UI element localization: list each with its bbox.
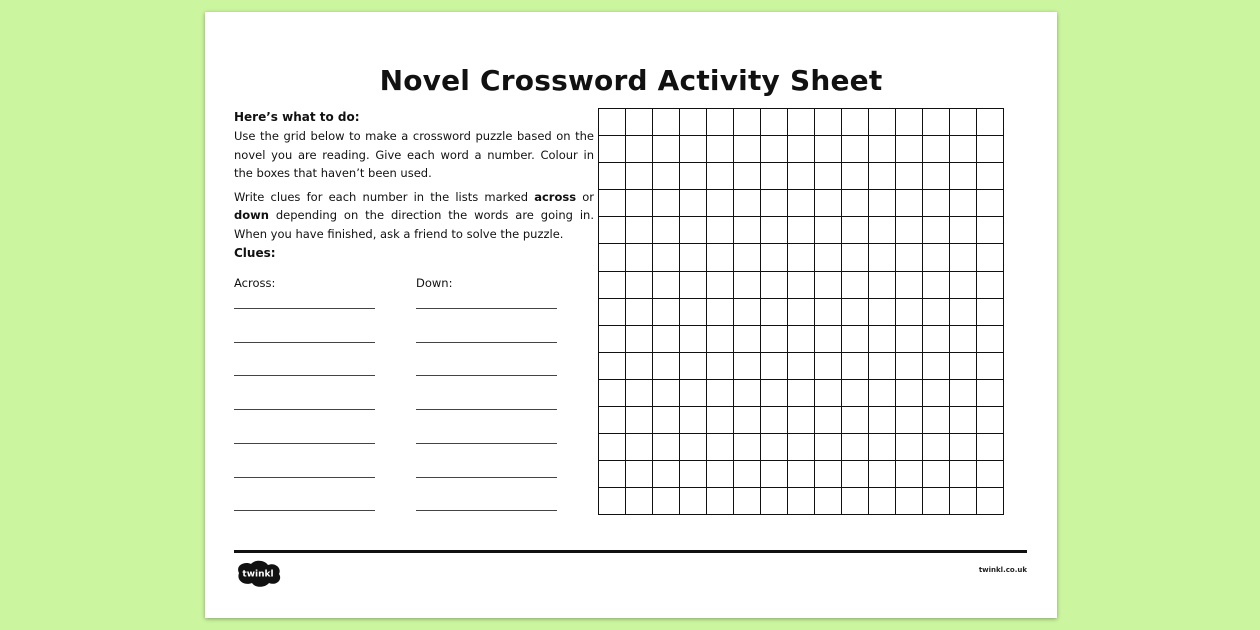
grid-cell[interactable] <box>599 352 626 379</box>
grid-cell[interactable] <box>977 271 1004 298</box>
grid-cell[interactable] <box>680 136 707 163</box>
logo-text: twinkl <box>242 569 274 580</box>
grid-cell[interactable] <box>680 298 707 325</box>
grid-cell[interactable] <box>869 217 896 244</box>
twinkl-logo-icon <box>233 559 283 587</box>
crossword-grid[interactable] <box>598 108 1004 515</box>
grid-cell[interactable] <box>950 325 977 352</box>
grid-cell[interactable] <box>896 407 923 434</box>
grid-cell[interactable] <box>950 217 977 244</box>
grid-cell[interactable] <box>950 190 977 217</box>
grid-cell[interactable] <box>923 271 950 298</box>
grid-cell[interactable] <box>626 298 653 325</box>
grid-cell[interactable] <box>977 136 1004 163</box>
instructions-paragraph-1: Use the grid below to make a crossword puzzle based on the novel you are reading. Give each word a number. Colour in the boxes that haven’t been used. <box>234 129 594 180</box>
instructions-paragraph-2 <box>234 188 594 244</box>
grid-cell[interactable] <box>950 407 977 434</box>
grid-cell[interactable] <box>896 461 923 488</box>
grid-cell[interactable] <box>842 244 869 271</box>
grid-cell[interactable] <box>707 379 734 406</box>
down-clue-line[interactable] <box>416 477 557 478</box>
grid-cell[interactable] <box>653 407 680 434</box>
grid-cell[interactable] <box>707 352 734 379</box>
grid-row <box>599 407 1004 434</box>
grid-cell[interactable] <box>869 488 896 515</box>
grid-cell[interactable] <box>626 136 653 163</box>
grid-cell[interactable] <box>923 244 950 271</box>
grid-cell[interactable] <box>680 244 707 271</box>
grid-cell[interactable] <box>923 352 950 379</box>
down-label: Down: <box>416 276 453 290</box>
grid-cell[interactable] <box>707 109 734 136</box>
across-clue-line[interactable] <box>234 510 375 511</box>
grid-cell[interactable] <box>842 217 869 244</box>
grid-cell[interactable] <box>653 271 680 298</box>
grid-cell[interactable] <box>761 190 788 217</box>
grid-cell[interactable] <box>788 325 815 352</box>
grid-cell[interactable] <box>950 461 977 488</box>
grid-cell[interactable] <box>896 136 923 163</box>
down-clue-line[interactable] <box>416 443 557 444</box>
grid-cell[interactable] <box>788 244 815 271</box>
grid-cell[interactable] <box>869 325 896 352</box>
grid-cell[interactable] <box>815 352 842 379</box>
grid-cell[interactable] <box>842 325 869 352</box>
grid-cell[interactable] <box>869 298 896 325</box>
grid-cell[interactable] <box>869 379 896 406</box>
grid-cell[interactable] <box>842 298 869 325</box>
grid-cell[interactable] <box>977 163 1004 190</box>
grid-row <box>599 136 1004 163</box>
grid-cell[interactable] <box>599 244 626 271</box>
grid-cell[interactable] <box>599 217 626 244</box>
grid-cell[interactable] <box>950 298 977 325</box>
grid-cell[interactable] <box>653 461 680 488</box>
grid-cell[interactable] <box>815 109 842 136</box>
grid-cell[interactable] <box>923 136 950 163</box>
grid-cell[interactable] <box>815 379 842 406</box>
grid-cell[interactable] <box>788 379 815 406</box>
grid-cell[interactable] <box>734 461 761 488</box>
grid-cell[interactable] <box>896 325 923 352</box>
grid-cell[interactable] <box>707 190 734 217</box>
grid-cell[interactable] <box>977 407 1004 434</box>
grid-cell[interactable] <box>815 407 842 434</box>
grid-row <box>599 488 1004 515</box>
grid-cell[interactable] <box>842 434 869 461</box>
grid-cell[interactable] <box>653 352 680 379</box>
grid-cell[interactable] <box>923 298 950 325</box>
grid-cell[interactable] <box>626 352 653 379</box>
grid-cell[interactable] <box>950 109 977 136</box>
across-clue-line[interactable] <box>234 375 375 376</box>
grid-cell[interactable] <box>734 325 761 352</box>
grid-cell[interactable] <box>815 461 842 488</box>
grid-cell[interactable] <box>734 244 761 271</box>
grid-cell[interactable] <box>626 190 653 217</box>
page-title: Novel Crossword Activity Sheet <box>379 64 883 97</box>
grid-cell[interactable] <box>788 352 815 379</box>
grid-cell[interactable] <box>977 325 1004 352</box>
grid-cell[interactable] <box>869 461 896 488</box>
grid-cell[interactable] <box>626 379 653 406</box>
instructions-text: Write clues for each number in the lists marked <box>234 189 535 204</box>
grid-row <box>599 461 1004 488</box>
grid-cell[interactable] <box>761 325 788 352</box>
grid-cell[interactable] <box>977 488 1004 515</box>
grid-cell[interactable] <box>599 271 626 298</box>
across-label: Across: <box>234 276 276 290</box>
grid-cell[interactable] <box>680 217 707 244</box>
grid-cell[interactable] <box>842 163 869 190</box>
grid-cell[interactable] <box>788 434 815 461</box>
grid-cell[interactable] <box>842 461 869 488</box>
grid-cell[interactable] <box>626 434 653 461</box>
grid-cell[interactable] <box>707 461 734 488</box>
grid-cell[interactable] <box>869 136 896 163</box>
grid-cell[interactable] <box>788 190 815 217</box>
grid-cell[interactable] <box>788 271 815 298</box>
grid-cell[interactable] <box>923 163 950 190</box>
grid-row <box>599 244 1004 271</box>
grid-cell[interactable] <box>653 109 680 136</box>
grid-row <box>599 190 1004 217</box>
grid-cell[interactable] <box>950 136 977 163</box>
grid-cell[interactable] <box>842 352 869 379</box>
grid-cell[interactable] <box>977 190 1004 217</box>
grid-cell[interactable] <box>734 163 761 190</box>
grid-cell[interactable] <box>707 488 734 515</box>
grid-cell[interactable] <box>626 461 653 488</box>
grid-cell[interactable] <box>815 434 842 461</box>
grid-cell[interactable] <box>977 244 1004 271</box>
down-clue-line[interactable] <box>416 342 557 343</box>
grid-cell[interactable] <box>680 163 707 190</box>
grid-cell[interactable] <box>680 271 707 298</box>
grid-cell[interactable] <box>599 434 626 461</box>
grid-cell[interactable] <box>815 163 842 190</box>
grid-cell[interactable] <box>977 298 1004 325</box>
grid-row <box>599 163 1004 190</box>
grid-cell[interactable] <box>815 136 842 163</box>
grid-cell[interactable] <box>653 434 680 461</box>
grid-cell[interactable] <box>734 217 761 244</box>
grid-cell[interactable] <box>923 407 950 434</box>
grid-cell[interactable] <box>653 488 680 515</box>
grid-cell[interactable] <box>977 352 1004 379</box>
grid-cell[interactable] <box>842 271 869 298</box>
grid-cell[interactable] <box>680 109 707 136</box>
grid-cell[interactable] <box>815 244 842 271</box>
grid-cell[interactable] <box>761 244 788 271</box>
grid-cell[interactable] <box>761 136 788 163</box>
grid-cell[interactable] <box>788 488 815 515</box>
grid-cell[interactable] <box>734 298 761 325</box>
grid-cell[interactable] <box>950 163 977 190</box>
grid-cell[interactable] <box>869 434 896 461</box>
grid-cell[interactable] <box>923 461 950 488</box>
grid-row <box>599 109 1004 136</box>
grid-cell[interactable] <box>842 109 869 136</box>
grid-row <box>599 434 1004 461</box>
across-clue-line[interactable] <box>234 308 375 309</box>
grid-cell[interactable] <box>950 379 977 406</box>
grid-cell[interactable] <box>707 298 734 325</box>
grid-cell[interactable] <box>707 407 734 434</box>
grid-cell[interactable] <box>626 163 653 190</box>
grid-cell[interactable] <box>977 109 1004 136</box>
grid-cell[interactable] <box>788 109 815 136</box>
grid-cell[interactable] <box>761 298 788 325</box>
grid-cell[interactable] <box>599 461 626 488</box>
grid-cell[interactable] <box>869 407 896 434</box>
grid-cell[interactable] <box>680 407 707 434</box>
grid-cell[interactable] <box>869 271 896 298</box>
grid-cell[interactable] <box>869 163 896 190</box>
grid-cell[interactable] <box>788 298 815 325</box>
grid-cell[interactable] <box>599 298 626 325</box>
grid-cell[interactable] <box>626 244 653 271</box>
grid-cell[interactable] <box>734 379 761 406</box>
grid-cell[interactable] <box>788 163 815 190</box>
grid-cell[interactable] <box>599 488 626 515</box>
grid-cell[interactable] <box>761 407 788 434</box>
grid-cell[interactable] <box>761 488 788 515</box>
grid-cell[interactable] <box>653 163 680 190</box>
grid-cell[interactable] <box>680 488 707 515</box>
grid-cell[interactable] <box>599 190 626 217</box>
grid-cell[interactable] <box>761 461 788 488</box>
grid-cell[interactable] <box>761 163 788 190</box>
down-clue-line[interactable] <box>416 308 557 309</box>
across-clue-line[interactable] <box>234 342 375 343</box>
grid-cell[interactable] <box>734 407 761 434</box>
grid-cell[interactable] <box>815 190 842 217</box>
grid-cell[interactable] <box>977 434 1004 461</box>
grid-cell[interactable] <box>788 136 815 163</box>
grid-cell[interactable] <box>761 379 788 406</box>
grid-cell[interactable] <box>653 325 680 352</box>
grid-cell[interactable] <box>707 136 734 163</box>
grid-cell[interactable] <box>734 136 761 163</box>
grid-cell[interactable] <box>734 488 761 515</box>
grid-cell[interactable] <box>734 434 761 461</box>
instructions-text: or <box>576 189 594 204</box>
grid-cell[interactable] <box>707 217 734 244</box>
grid-cell[interactable] <box>761 434 788 461</box>
grid-cell[interactable] <box>896 434 923 461</box>
grid-cell[interactable] <box>626 271 653 298</box>
grid-cell[interactable] <box>842 407 869 434</box>
grid-cell[interactable] <box>923 379 950 406</box>
grid-cell[interactable] <box>842 190 869 217</box>
grid-cell[interactable] <box>896 109 923 136</box>
grid-row <box>599 325 1004 352</box>
across-clue-line[interactable] <box>234 409 375 410</box>
grid-row <box>599 352 1004 379</box>
grid-cell[interactable] <box>950 488 977 515</box>
grid-cell[interactable] <box>680 461 707 488</box>
grid-cell[interactable] <box>707 325 734 352</box>
grid-cell[interactable] <box>896 488 923 515</box>
grid-cell[interactable] <box>842 488 869 515</box>
grid-cell[interactable] <box>599 325 626 352</box>
instructions-heading: Here’s what to do: <box>234 110 360 124</box>
grid-cell[interactable] <box>923 217 950 244</box>
grid-cell[interactable] <box>788 407 815 434</box>
grid-cell[interactable] <box>950 352 977 379</box>
grid-cell[interactable] <box>977 461 1004 488</box>
instructions-bold-across: across <box>534 189 577 204</box>
instructions-text: depending on the direction the words are going in. When you have finished, ask a friend to solve the puzzle. <box>234 208 594 241</box>
grid-cell[interactable] <box>626 109 653 136</box>
grid-cell[interactable] <box>761 352 788 379</box>
grid-cell[interactable] <box>653 190 680 217</box>
instructions-bold-down: down <box>234 208 269 222</box>
across-clue-line[interactable] <box>234 443 375 444</box>
grid-cell[interactable] <box>707 434 734 461</box>
grid-cell[interactable] <box>707 163 734 190</box>
grid-cell[interactable] <box>761 109 788 136</box>
grid-cell[interactable] <box>653 217 680 244</box>
grid-cell[interactable] <box>923 190 950 217</box>
grid-cell[interactable] <box>599 163 626 190</box>
grid-cell[interactable] <box>815 217 842 244</box>
grid-cell[interactable] <box>680 190 707 217</box>
grid-cell[interactable] <box>734 271 761 298</box>
grid-cell[interactable] <box>977 379 1004 406</box>
grid-cell[interactable] <box>653 136 680 163</box>
grid-row <box>599 217 1004 244</box>
grid-cell[interactable] <box>626 488 653 515</box>
grid-cell[interactable] <box>896 352 923 379</box>
grid-row <box>599 298 1004 325</box>
grid-cell[interactable] <box>599 136 626 163</box>
grid-row <box>599 379 1004 406</box>
footer-rule <box>234 550 1027 553</box>
grid-cell[interactable] <box>815 271 842 298</box>
grid-cell[interactable] <box>653 379 680 406</box>
grid-cell[interactable] <box>815 325 842 352</box>
grid-cell[interactable] <box>923 109 950 136</box>
grid-cell[interactable] <box>653 244 680 271</box>
grid-cell[interactable] <box>896 298 923 325</box>
grid-cell[interactable] <box>599 109 626 136</box>
grid-cell[interactable] <box>869 352 896 379</box>
down-clue-line[interactable] <box>416 409 557 410</box>
grid-cell[interactable] <box>707 244 734 271</box>
grid-cell[interactable] <box>680 379 707 406</box>
across-clue-line[interactable] <box>234 477 375 478</box>
grid-cell[interactable] <box>896 244 923 271</box>
grid-cell[interactable] <box>950 434 977 461</box>
grid-cell[interactable] <box>788 217 815 244</box>
grid-cell[interactable] <box>680 434 707 461</box>
grid-cell[interactable] <box>896 271 923 298</box>
grid-cell[interactable] <box>869 244 896 271</box>
site-url: twinkl.co.uk <box>978 566 1027 574</box>
instructions <box>234 108 594 248</box>
grid-cell[interactable] <box>815 488 842 515</box>
grid-cell[interactable] <box>896 379 923 406</box>
grid-cell[interactable] <box>788 461 815 488</box>
grid-cell[interactable] <box>599 407 626 434</box>
grid-cell[interactable] <box>923 434 950 461</box>
grid-cell[interactable] <box>626 325 653 352</box>
grid-cell[interactable] <box>653 298 680 325</box>
grid-cell[interactable] <box>761 271 788 298</box>
grid-cell[interactable] <box>761 217 788 244</box>
grid-cell[interactable] <box>896 163 923 190</box>
down-clue-line[interactable] <box>416 375 557 376</box>
grid-cell[interactable] <box>626 407 653 434</box>
grid-cell[interactable] <box>869 109 896 136</box>
grid-cell[interactable] <box>734 352 761 379</box>
grid-cell[interactable] <box>815 298 842 325</box>
grid-cell[interactable] <box>923 488 950 515</box>
clues-heading: Clues: <box>234 246 276 260</box>
down-clue-line[interactable] <box>416 510 557 511</box>
grid-cell[interactable] <box>680 325 707 352</box>
grid-cell[interactable] <box>896 190 923 217</box>
grid-cell[interactable] <box>869 190 896 217</box>
grid-cell[interactable] <box>977 217 1004 244</box>
grid-cell[interactable] <box>842 379 869 406</box>
grid-cell[interactable] <box>599 379 626 406</box>
grid-cell[interactable] <box>626 217 653 244</box>
grid-cell[interactable] <box>950 271 977 298</box>
activity-sheet <box>205 12 1057 618</box>
grid-cell[interactable] <box>842 136 869 163</box>
grid-row <box>599 271 1004 298</box>
grid-cell[interactable] <box>734 109 761 136</box>
grid-cell[interactable] <box>923 325 950 352</box>
grid-cell[interactable] <box>896 217 923 244</box>
grid-cell[interactable] <box>950 244 977 271</box>
grid-cell[interactable] <box>680 352 707 379</box>
grid-cell[interactable] <box>707 271 734 298</box>
grid-cell[interactable] <box>734 190 761 217</box>
